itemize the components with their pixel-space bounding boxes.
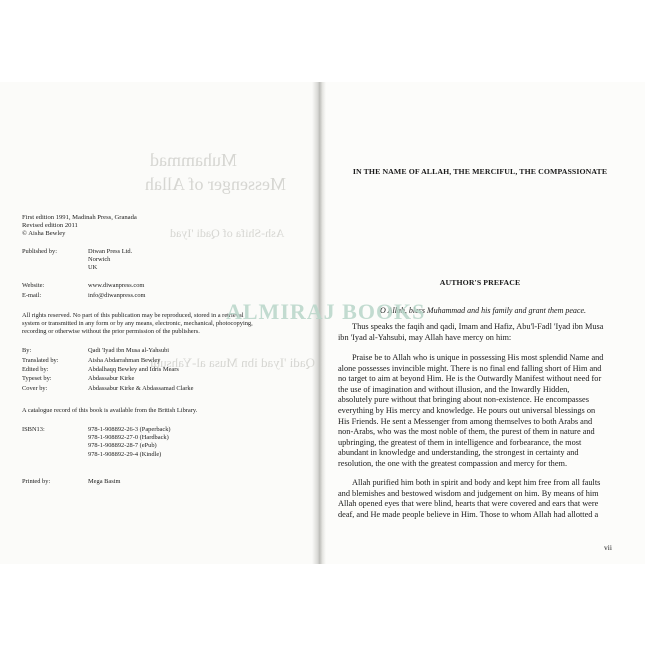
paragraph-line: and blemishes and bestowed wisdom and judgement on him. By means of him [338,488,599,498]
isbn-line: 978-1-908892-28-7 (ePub) [88,442,157,450]
credit-value: Abdalhaqq Bewley and Idris Mears [88,366,179,373]
credit-value: Aisha Abdarrahman Bewley [88,357,161,364]
isbn-line: 978-1-908892-26-3 (Paperback) [88,426,171,433]
rights-line: All rights reserved. No part of this publication may be reproduced, stored in a retrieval [22,312,244,319]
paragraph-line: everything by His mercy and knowledge. He pours out universal blessings on [338,405,596,415]
credit-value: Qadi 'Iyad ibn Musa al-Yahsubi [88,347,170,354]
publisher-line: Norwich [88,256,111,264]
isbn-label: ISBN13: [22,426,45,433]
publisher-value [88,248,288,273]
ghost-text: Muhammad [150,150,237,170]
paragraph-line: Praise be to Allah who is unique in possessing His most splendid Name and [352,353,604,362]
website-value: www.diwanpress.com [88,282,145,289]
intro-line: ibn 'Iyad al-Yahsubi, may Allah have mercy on him: [338,332,512,342]
rights-line: system or transmitted in any form or by any means, electronic, mechanical, photocopying, [22,320,253,328]
intro-line: Thus speaks the faqih and qadi, Imam and Hafiz, Abu'l-Fadl 'Iyad ibn Musa [352,322,604,331]
paragraph-line: the use of imagination and without illusion, and the Inwardly Hidden, [338,384,570,394]
intro-paragraph [338,322,621,343]
credit-label: Typeset by: [22,375,52,382]
publisher-line: UK [88,264,98,272]
credit-value: Abdassabur Kirke [88,375,135,382]
edition-line: First edition 1991, Madinah Press, Granada [22,214,137,221]
page-number: vii [604,543,612,552]
ghost-text: Qadi 'Iyad ibn Musa al-Yahsubi [150,355,315,370]
email-label: E-mail: [22,292,42,299]
edition-info [22,214,312,239]
email-value: info@diwanpress.com [88,292,146,299]
basmala-heading: IN THE NAME OF ALLAH, THE MERCIFUL, THE COMPASSIONATE [352,167,608,176]
paragraph-line: non-Arabs, who was the most noble of them, the purest of them in nature and [338,427,595,437]
isbn-line: 978-1-908892-27-0 (Hardback) [88,434,169,442]
paragraph-line: absolutely pure without that bringing about non-existence. He encompasses [338,395,589,405]
edition-line: Revised edition 2011 [22,222,78,230]
rights-line: recording or otherwise without the prior permission of the publishers. [22,328,200,336]
catalogue-note: A catalogue record of this book is available from the British Library. [22,407,198,414]
paragraph-line: Allah purified him both in spirit and body and kept him free from all faults [352,478,601,487]
publisher-line: Diwan Press Ltd. [88,248,133,255]
paragraph-line: deaf, and He made people believe in Him. Those to whom Allah had allotted a [338,509,599,519]
paragraph-line: resolution, the one with the greatest compassion and mercy for them. [338,458,568,468]
paragraph-line: alone possesses invincible might. There is no final end falling short of Him and [338,363,602,373]
preface-heading: AUTHOR'S PREFACE [439,278,521,287]
ghost-text: Messenger of Allah [145,174,286,194]
watermark: ALMIRAJ BOOKS [226,299,426,324]
published-by-label: Published by: [22,248,57,255]
credit-label: Translated by: [22,357,59,364]
website-label: Website: [22,282,45,289]
isbn-line: 978-1-908892-29-4 (Kindle) [88,450,162,458]
paragraph-line: abundant in knowledge and understanding, the strongest in certainty and [338,448,579,458]
printed-by-label: Printed by: [22,478,51,485]
paragraph-line: Allah opened eyes that were blind, hearts that were covered and ears that were [338,499,599,509]
edition-line: © Aisha Bewley [22,230,66,238]
credit-label: Edited by: [22,366,49,373]
paragraph-line: no target to aim at beyond Him. He is the Outwardly Manifest without need for [338,374,602,384]
paragraph-2 [338,478,621,520]
paragraph-line: His Friends. He sent a Messenger from among themselves to both Arabs and [338,416,593,426]
credit-label: By: [22,347,32,354]
credit-label: Cover by: [22,385,48,392]
paragraph-line: upbringing, the greatest of them in intelligence and forbearance, the most [338,437,582,447]
paragraph-1 [338,353,621,470]
credit-value: Abdassabur Kirke & Abdassamad Clarke [88,385,194,392]
isbn-values [88,426,288,459]
salutation: O Allah, bless Muhammad and his family and grant them peace. [379,306,587,315]
printed-by-value: Mega Basim [88,478,121,485]
ghost-text: Ash-Shifa of Qadi 'Iyad [170,226,285,240]
